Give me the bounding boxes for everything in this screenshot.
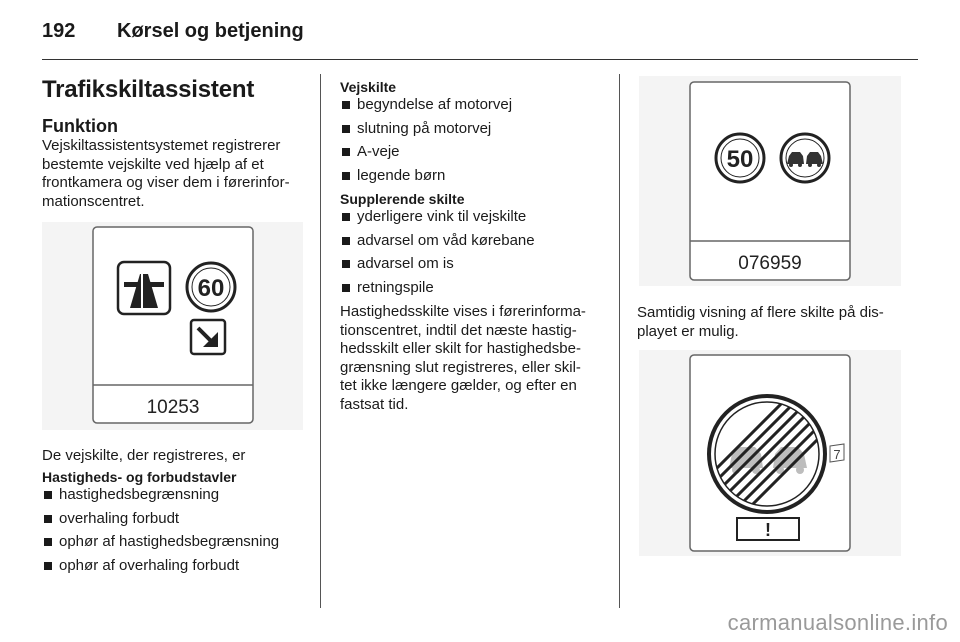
- intro-line: mationscentret.: [42, 192, 145, 210]
- list-item: A-veje: [340, 143, 512, 161]
- paragraph-line: tionscentret, indtil det næste hastig-: [340, 321, 577, 339]
- side-label: 7: [833, 447, 841, 462]
- subsection-title: Funktion: [42, 116, 118, 136]
- column-divider-1: [320, 74, 321, 608]
- list-item: ophør af overhaling forbudt: [42, 557, 279, 575]
- intro-line: frontkamera og viser dem i førerinfor-: [42, 174, 290, 191]
- no-overtaking-icon: [781, 134, 829, 182]
- figure-code: 10253: [146, 397, 200, 418]
- figure-multiple-signs-display: [639, 76, 901, 286]
- arrow-down-right-icon: [191, 320, 225, 354]
- intro-paragraph: [42, 137, 312, 211]
- additional-info-sign-icon: [737, 518, 799, 540]
- speed-prohibition-group-title: Hastigheds- og forbudstavler: [42, 469, 237, 485]
- supplementary-signs-group-title: Supplerende skilte: [340, 191, 465, 207]
- speed-value: 60: [197, 275, 225, 302]
- list-item: begyndelse af motorvej: [340, 96, 512, 114]
- warning-mark: !: [765, 520, 771, 540]
- section-title: Trafikskiltassistent: [42, 76, 255, 103]
- intro-line: bestemte vejskilte ved hjælp af et: [42, 155, 264, 173]
- speed-limit-50-icon: [716, 134, 764, 182]
- paragraph-line: tet ikke længere gælder, og efter en: [340, 377, 577, 394]
- list-item: ophør af hastighedsbegrænsning: [42, 533, 279, 551]
- list-item: yderligere vink til vejskilte: [340, 208, 535, 226]
- list-item: overhaling forbudt: [42, 510, 279, 528]
- list-item: advarsel om is: [340, 255, 535, 273]
- recognized-signs-lead: De vejskilte, der registreres, er: [42, 447, 246, 464]
- speed-limit-60-icon: [187, 263, 235, 311]
- motorway-sign-icon: [118, 262, 170, 314]
- list-item: retningspile: [340, 279, 535, 297]
- paragraph-line: Hastighedsskilte vises i førerinforma-: [340, 303, 586, 320]
- caption-line: playet er mulig.: [637, 322, 739, 340]
- intro-line: Vejskiltassistentsystemet registrerer: [42, 137, 281, 154]
- list-item: legende børn: [340, 167, 512, 185]
- road-signs-list: [340, 96, 512, 190]
- speed-sign-paragraph: [340, 303, 615, 414]
- watermark: carmanualsonline.info: [727, 610, 948, 635]
- list-item: advarsel om våd kørebane: [340, 232, 535, 250]
- header-divider: [42, 59, 918, 60]
- multiple-signs-caption: [637, 304, 912, 341]
- figure-end-no-overtaking-display: [639, 350, 901, 556]
- paragraph-line: fastsat tid.: [340, 395, 409, 413]
- supplementary-signs-list: [340, 208, 535, 302]
- side-label-icon: [830, 444, 844, 462]
- list-item: hastighedsbegrænsning: [42, 486, 279, 504]
- road-signs-group-title: Vejskilte: [340, 79, 397, 95]
- chapter-title: Kørsel og betjening: [117, 20, 304, 42]
- speed-prohibition-list: [42, 486, 279, 580]
- speed-value: 50: [726, 146, 754, 173]
- figure-motorway-speed-display: [42, 222, 303, 430]
- paragraph-line: hedsskilt eller skilt for hastighedsbe-: [340, 340, 581, 357]
- caption-line: Samtidig visning af flere skilte på dis-: [637, 304, 884, 321]
- figure-code: 076959: [738, 253, 802, 274]
- list-item: slutning på motorvej: [340, 120, 512, 138]
- column-divider-2: [619, 74, 620, 608]
- page-number: 192: [42, 20, 76, 42]
- paragraph-line: grænsning slut registreres, eller skil-: [340, 358, 581, 376]
